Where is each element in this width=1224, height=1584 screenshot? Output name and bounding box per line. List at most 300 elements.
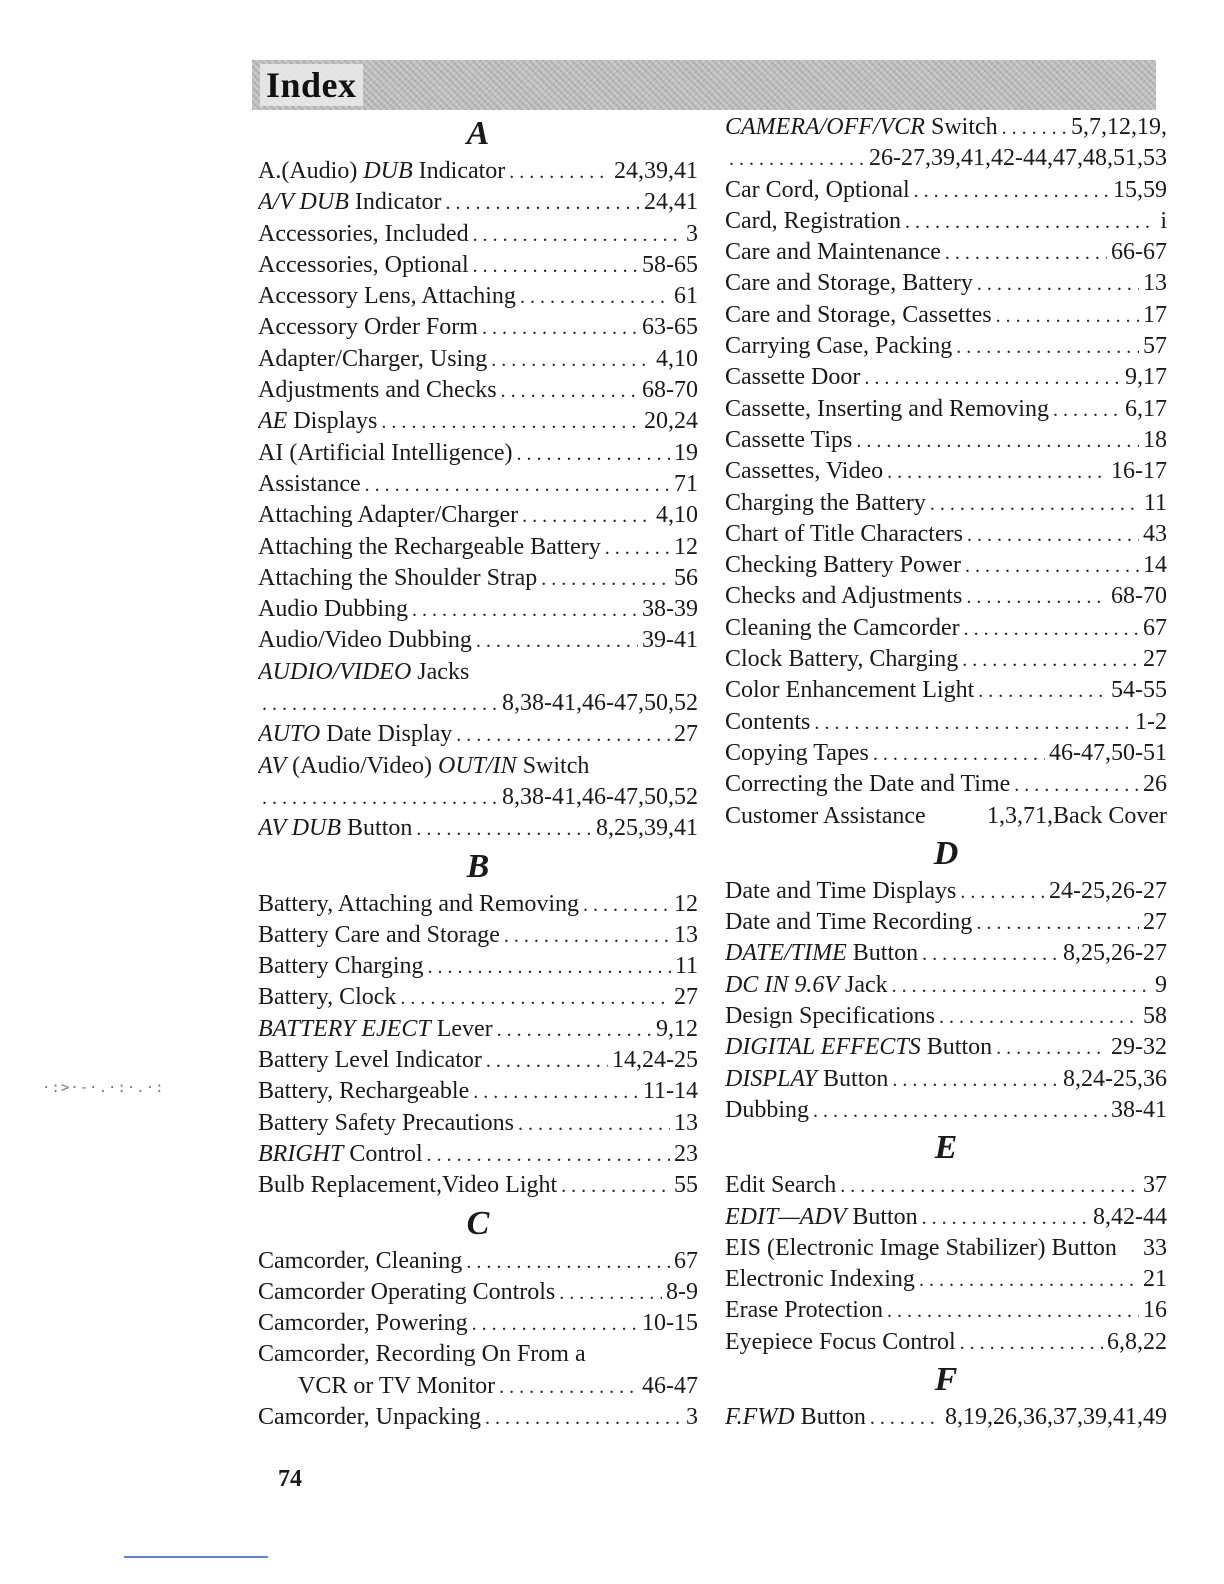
- entry-term-italic: F.FWD: [725, 1403, 795, 1430]
- dot-leader: [930, 489, 1140, 519]
- entry-term: [725, 331, 952, 362]
- entry-term: [258, 281, 516, 312]
- entry-pages: 27: [1143, 909, 1167, 936]
- index-entry: [725, 1233, 1167, 1264]
- entry-pages: 11: [674, 953, 698, 980]
- entry-pages: 58: [1143, 1003, 1167, 1030]
- entry-pages: 27: [674, 721, 698, 748]
- entry-pages: 46-47,50-51: [1049, 739, 1167, 766]
- entry-term-text: Button: [920, 1034, 993, 1061]
- index-entry: [258, 951, 698, 982]
- entry-term-text: Jacks: [411, 658, 470, 685]
- entry-term: [725, 1032, 992, 1063]
- index-entry: [725, 675, 1167, 706]
- entry-term: [258, 1277, 555, 1308]
- entry-term: [258, 187, 442, 218]
- entry-pages: 8,38-41,46-47,50,52: [502, 690, 698, 717]
- entry-pages: 13: [674, 1109, 698, 1136]
- entry-pages: 8,25,39,41: [596, 815, 698, 842]
- dot-leader: [960, 877, 1045, 907]
- entry-pages: 1,3,71,Back Cover: [987, 802, 1167, 829]
- entry-term: [725, 175, 910, 206]
- entry-term: [725, 268, 973, 299]
- entry-term-text: (Audio/Video): [286, 752, 438, 779]
- dot-leader: [482, 313, 638, 343]
- index-entry: [258, 469, 698, 500]
- index-entry: [258, 406, 698, 437]
- entry-pages: 21: [1143, 1266, 1167, 1293]
- dot-leader: [892, 1065, 1059, 1095]
- entry-term-text: Adjustments and Checks: [258, 377, 497, 404]
- entry-term-text: Button: [341, 815, 413, 842]
- entry-term: [258, 625, 472, 656]
- entry-term-text: Battery Level Indicator: [258, 1047, 482, 1074]
- index-entry: [258, 500, 698, 531]
- index-entry: [725, 237, 1167, 268]
- entry-term-text: Checks and Adjustments: [725, 583, 963, 610]
- entry-term: [258, 406, 377, 437]
- index-entry: [258, 625, 698, 656]
- entry-term: [725, 644, 958, 675]
- entry-pages: 17: [1143, 301, 1167, 328]
- index-entry: [725, 1327, 1167, 1358]
- entry-term-text: Camcorder, Unpacking: [258, 1403, 481, 1430]
- entry-term-text: Accessory Order Form: [258, 314, 478, 341]
- entry-term-text: Color Enhancement Light: [725, 677, 975, 704]
- entry-term-text: Battery, Attaching and Removing: [258, 890, 580, 917]
- entry-term: [258, 594, 408, 625]
- margin-mark: ·:>·-·.·:·.·:: [42, 1080, 165, 1096]
- entry-term: [258, 1246, 462, 1277]
- entry-term: [258, 563, 537, 594]
- index-entry: [725, 112, 1167, 143]
- entry-pages: 11-14: [642, 1078, 698, 1105]
- entry-term-text: Audio/Video Dubbing: [258, 627, 472, 654]
- entry-term: [725, 550, 961, 581]
- entry-pages: 58-65: [642, 251, 698, 278]
- entry-term: [258, 156, 505, 187]
- index-entry: [725, 394, 1167, 425]
- index-entry: [725, 206, 1167, 237]
- index-entry: [725, 1402, 1167, 1433]
- entry-term: [725, 1170, 836, 1201]
- entry-term-text: Attaching Adapter/Charger: [258, 502, 519, 529]
- entry-term: [258, 532, 601, 563]
- entry-term-italic: DISPLAY: [725, 1065, 818, 1092]
- dot-leader: [427, 1140, 670, 1170]
- entry-pages: 24-25,26-27: [1049, 877, 1167, 904]
- dot-leader: [262, 783, 498, 813]
- entry-term-text: Dubbing: [725, 1096, 809, 1123]
- index-entry: [258, 1308, 698, 1339]
- index-entry: [725, 425, 1167, 456]
- entry-term: [258, 219, 469, 250]
- entry-pages: 8,19,26,36,37,39,41,49: [945, 1403, 1167, 1430]
- index-entry: [258, 1170, 698, 1201]
- entry-term: [725, 938, 918, 969]
- index-entry: [258, 594, 698, 625]
- entry-term: [258, 500, 518, 531]
- entry-term: [725, 206, 901, 237]
- entry-pages: 27: [674, 984, 698, 1011]
- entry-term-text: Switch: [924, 114, 998, 140]
- entry-term-text: Accessory Lens, Attaching: [258, 283, 516, 310]
- section-letter: F: [934, 1360, 958, 1398]
- dot-leader: [583, 890, 670, 920]
- dot-leader: [962, 645, 1139, 675]
- entry-pages: 15,59: [1113, 176, 1167, 203]
- index-entry: [258, 281, 698, 312]
- entry-term: [725, 613, 960, 644]
- entry-pages: 9: [1155, 971, 1167, 998]
- entry-pages: 11: [1143, 489, 1167, 516]
- dot-leader: [919, 1265, 1139, 1295]
- entry-term-italic: BATTERY EJECT: [258, 1015, 431, 1042]
- entry-term-text: Button: [794, 1403, 866, 1430]
- dot-leader: [945, 238, 1107, 268]
- dot-leader: [965, 551, 1139, 581]
- index-entry: [725, 938, 1167, 969]
- dot-leader: [446, 188, 640, 218]
- entry-pages: 8,38-41,46-47,50,52: [502, 783, 698, 810]
- entry-term-text: Control: [343, 1140, 423, 1167]
- dot-leader: [729, 144, 865, 174]
- entry-pages: 3: [686, 220, 698, 247]
- section-letter: E: [934, 1129, 958, 1167]
- entry-pages: 13: [1143, 270, 1167, 297]
- dot-leader: [473, 220, 682, 250]
- entry-term-text: Audio Dubbing: [258, 596, 408, 623]
- index-entry: [725, 1264, 1167, 1295]
- entry-term-text: Card, Registration: [725, 207, 901, 234]
- index-entry: [725, 1095, 1167, 1126]
- entry-term-italic: DUB: [363, 158, 413, 184]
- entry-term-italic: AUTO: [258, 721, 321, 748]
- entry-term-text: Assistance: [258, 470, 361, 497]
- entry-term: [258, 1108, 514, 1139]
- entry-term-text: Battery Safety Precautions: [258, 1109, 514, 1136]
- entry-term: [725, 425, 852, 456]
- index-entry: [258, 1108, 698, 1139]
- entry-term: [725, 1202, 918, 1233]
- index-entry: [258, 1277, 698, 1308]
- entry-pages: 5,7,12,19,: [1071, 114, 1167, 140]
- dot-leader: [856, 426, 1139, 456]
- entry-pages: 54-55: [1111, 677, 1167, 704]
- entry-term-text: Bulb Replacement,Video Light: [258, 1172, 558, 1199]
- entry-pages: 29-32: [1111, 1034, 1167, 1061]
- dot-leader: [501, 376, 638, 406]
- dot-leader: [1002, 113, 1067, 143]
- dot-leader: [412, 595, 638, 625]
- entry-term: [258, 1076, 469, 1107]
- entry-pages: 63-65: [642, 314, 698, 341]
- index-entry: [258, 187, 698, 218]
- entry-term: [725, 907, 972, 938]
- entry-term: [258, 344, 487, 375]
- entry-term-text: Cassette Tips: [725, 426, 853, 453]
- entry-pages: 67: [1143, 614, 1167, 641]
- entry-term-text: EIS (Electronic Image Stabilizer) Button: [725, 1234, 1117, 1261]
- entry-term-text: Cassette Door: [725, 364, 861, 391]
- index-entry: [725, 1295, 1167, 1326]
- entry-term: [258, 312, 478, 343]
- entry-term-text: Adapter/Charger, Using: [258, 345, 488, 372]
- entry-pages: 66-67: [1111, 239, 1167, 266]
- dot-leader: [472, 1309, 638, 1339]
- bottom-rule: [124, 1556, 268, 1558]
- index-column-left: [258, 112, 698, 1433]
- entry-term-text: Date Display: [320, 721, 453, 748]
- entry-term-italic: DIGITAL EFFECTS: [725, 1034, 921, 1061]
- dot-leader: [559, 1278, 662, 1308]
- entry-term-text: Jack: [839, 971, 888, 998]
- entry-term: [725, 1264, 915, 1295]
- section-letter: B: [466, 847, 490, 885]
- index-entry: [258, 751, 698, 782]
- entry-pages: 6,17: [1125, 395, 1167, 422]
- dot-leader: [922, 939, 1059, 969]
- entry-term: [725, 581, 962, 612]
- dot-leader: [977, 269, 1139, 299]
- index-entry: [258, 719, 698, 750]
- entry-term: [258, 982, 396, 1013]
- entry-pages: 67: [674, 1247, 698, 1274]
- entry-term: [725, 707, 810, 738]
- entry-term-text: VCR or TV Monitor: [298, 1372, 496, 1399]
- index-entry: [725, 1001, 1167, 1032]
- entry-pages: 18: [1143, 426, 1167, 453]
- dot-leader: [996, 301, 1139, 331]
- dot-leader: [485, 1403, 682, 1433]
- entry-term-text: Accessories, Included: [258, 220, 469, 247]
- index-entry: [258, 532, 698, 563]
- entry-term: [725, 1233, 1117, 1264]
- dot-leader: [262, 689, 498, 719]
- entry-pages: 26: [1143, 771, 1167, 798]
- entry-term-text: Eyepiece Focus Control: [725, 1328, 956, 1355]
- entry-term-text: Copying Tapes: [725, 739, 869, 766]
- entry-pages: 20,24: [644, 408, 698, 435]
- entry-term-text: Camcorder, Recording On From a: [258, 1341, 586, 1368]
- dot-leader: [541, 564, 670, 594]
- dot-leader: [873, 739, 1045, 769]
- dot-leader: [504, 921, 670, 951]
- entry-term: [258, 1139, 423, 1170]
- index-entry: [258, 438, 698, 469]
- entry-term-text: Care and Storage, Cassettes: [725, 301, 992, 328]
- entry-pages: 9,17: [1125, 364, 1167, 391]
- index-entry: [725, 769, 1167, 800]
- entry-term-italic: EDIT—ADV: [725, 1203, 847, 1230]
- entry-term-text: Button: [817, 1065, 889, 1092]
- section-letter: A: [466, 115, 490, 152]
- entry-term-text: Cleaning the Camcorder: [725, 614, 960, 641]
- index-entry: [258, 344, 698, 375]
- dot-leader: [400, 983, 670, 1013]
- index-entry: [725, 331, 1167, 362]
- entry-pages: 71: [674, 470, 698, 497]
- entry-pages: 8,24-25,36: [1063, 1065, 1167, 1092]
- entry-term: [725, 1064, 888, 1095]
- index-entry: [258, 250, 698, 281]
- entry-term-text: Camcorder, Powering: [258, 1310, 468, 1337]
- dot-leader: [887, 457, 1107, 487]
- entry-term: [258, 920, 500, 951]
- entry-pages: 46-47: [642, 1372, 698, 1399]
- entry-pages: 55: [674, 1172, 698, 1199]
- entry-term: [725, 300, 992, 331]
- index-entry: [725, 644, 1167, 675]
- index-entry-continuation: [725, 143, 1167, 174]
- entry-term: [725, 876, 956, 907]
- index-entry: [725, 1170, 1167, 1201]
- dot-leader: [964, 614, 1139, 644]
- index-entry: [725, 581, 1167, 612]
- entry-term: [725, 237, 941, 268]
- index-entry: [725, 1032, 1167, 1063]
- entry-pages: 14,24-25: [612, 1047, 698, 1074]
- entry-term: [725, 519, 963, 550]
- index-entry: [258, 1339, 698, 1370]
- entry-term: [725, 1327, 956, 1358]
- dot-leader: [814, 708, 1131, 738]
- entry-term-text: Car Cord, Optional: [725, 176, 910, 203]
- entry-term-text: Battery, Rechargeable: [258, 1078, 470, 1105]
- index-entry: [725, 1202, 1167, 1233]
- index-entry: [725, 362, 1167, 393]
- entry-term: [725, 769, 1010, 800]
- entry-term-text: Lever: [430, 1015, 493, 1042]
- dot-leader: [476, 626, 638, 656]
- index-entry: [258, 1246, 698, 1277]
- dot-leader: [967, 520, 1139, 550]
- entry-term-italic: DC IN 9.6V: [725, 971, 839, 998]
- dot-leader: [381, 407, 640, 437]
- entry-term-text: Checking Battery Power: [725, 552, 961, 579]
- entry-term-text: Cassettes, Video: [725, 458, 884, 485]
- index-entry: [258, 312, 698, 343]
- entry-term-text: Button: [846, 940, 919, 967]
- index-entry: [258, 375, 698, 406]
- dot-leader: [499, 1372, 638, 1402]
- entry-pages: 3: [686, 1403, 698, 1430]
- index-entry-continuation: [258, 782, 698, 813]
- page-number: 74: [278, 1466, 302, 1492]
- dot-leader: [517, 439, 670, 469]
- entry-term: [258, 951, 424, 982]
- entry-pages: 1-2: [1135, 708, 1167, 735]
- entry-term: [725, 675, 974, 706]
- entry-term-text: Date and Time Recording: [725, 909, 973, 936]
- entry-term: [258, 753, 589, 779]
- dot-leader: [416, 814, 592, 844]
- entry-term-italic: OUT/IN: [438, 752, 517, 779]
- entry-pages: 26-27,39,41,42-44,47,48,51,53: [869, 145, 1167, 172]
- entry-term-italic: AUDIO/VIDEO: [258, 658, 412, 685]
- dot-leader: [486, 1046, 608, 1076]
- index-entry: [725, 300, 1167, 331]
- entry-term-text: Electronic Indexing: [725, 1266, 915, 1293]
- dot-leader: [960, 1328, 1103, 1358]
- index-entry: [258, 920, 698, 951]
- entry-pages: 56: [674, 564, 698, 591]
- entry-pages: 10-15: [642, 1310, 698, 1337]
- entry-term-text: Attaching the Rechargeable Battery: [258, 533, 601, 560]
- entry-pages: 24,41: [644, 189, 698, 216]
- dot-leader: [887, 1296, 1139, 1326]
- entry-term: [258, 1402, 481, 1433]
- entry-term-text: AI (Artificial Intelligence): [258, 439, 513, 466]
- index-entry: [258, 1139, 698, 1170]
- entry-term-text: Charging the Battery: [725, 489, 926, 516]
- index-entry: [258, 982, 698, 1013]
- index-entry: [258, 813, 698, 844]
- entry-pages: 9,12: [656, 1015, 698, 1042]
- page-title: Index: [260, 64, 363, 106]
- entry-term: [298, 1371, 495, 1402]
- entry-term: [258, 1014, 493, 1045]
- entry-pages: 23: [674, 1140, 698, 1167]
- entry-pages: 19: [674, 439, 698, 466]
- entry-term-text: Design Specifications: [725, 1003, 935, 1030]
- entry-pages: 13: [674, 921, 698, 948]
- dot-leader: [914, 176, 1109, 206]
- entry-pages: 16: [1143, 1297, 1167, 1324]
- dot-leader: [840, 1171, 1139, 1201]
- index-entry: [258, 657, 698, 688]
- entry-pages: 57: [1143, 333, 1167, 360]
- dot-leader: [870, 1403, 941, 1433]
- dot-leader: [509, 157, 610, 187]
- entry-term-italic: AE: [258, 408, 288, 435]
- entry-term-text: Indicator: [348, 189, 442, 216]
- entry-term: [725, 1295, 883, 1326]
- entry-pages: 8,25,26-27: [1063, 940, 1167, 967]
- index-entry: [258, 1014, 698, 1045]
- entry-pages: 38-39: [642, 596, 698, 623]
- entry-pages: 4,10: [656, 502, 698, 529]
- dot-leader: [905, 207, 1156, 237]
- index-entry: [258, 563, 698, 594]
- index-entry: [258, 156, 698, 187]
- entry-pages: 37: [1143, 1172, 1167, 1199]
- entry-term: [258, 1170, 557, 1201]
- index-entry-continuation: [258, 688, 698, 719]
- dot-leader: [428, 952, 671, 982]
- index-entry: [725, 876, 1167, 907]
- dot-leader: [561, 1171, 670, 1201]
- index-entry: [725, 488, 1167, 519]
- index-entry: [258, 889, 698, 920]
- section-letter: C: [466, 1204, 490, 1242]
- entry-pages: 68-70: [642, 377, 698, 404]
- entry-pages: 43: [1143, 520, 1167, 547]
- dot-leader: [922, 1203, 1089, 1233]
- entry-pages: 16-17: [1111, 458, 1167, 485]
- entry-term: [258, 889, 579, 920]
- entry-term-text: Battery, Clock: [258, 984, 397, 1011]
- entry-pages: 61: [674, 283, 698, 310]
- dot-leader: [892, 971, 1151, 1001]
- dot-leader: [365, 470, 670, 500]
- entry-pages: 68-70: [1111, 583, 1167, 610]
- entry-term-text: Camcorder, Cleaning: [258, 1247, 463, 1274]
- dot-leader: [966, 582, 1107, 612]
- entry-term: [725, 112, 998, 143]
- dot-leader: [976, 908, 1139, 938]
- entry-term-text: Correcting the Date and Time: [725, 771, 1011, 798]
